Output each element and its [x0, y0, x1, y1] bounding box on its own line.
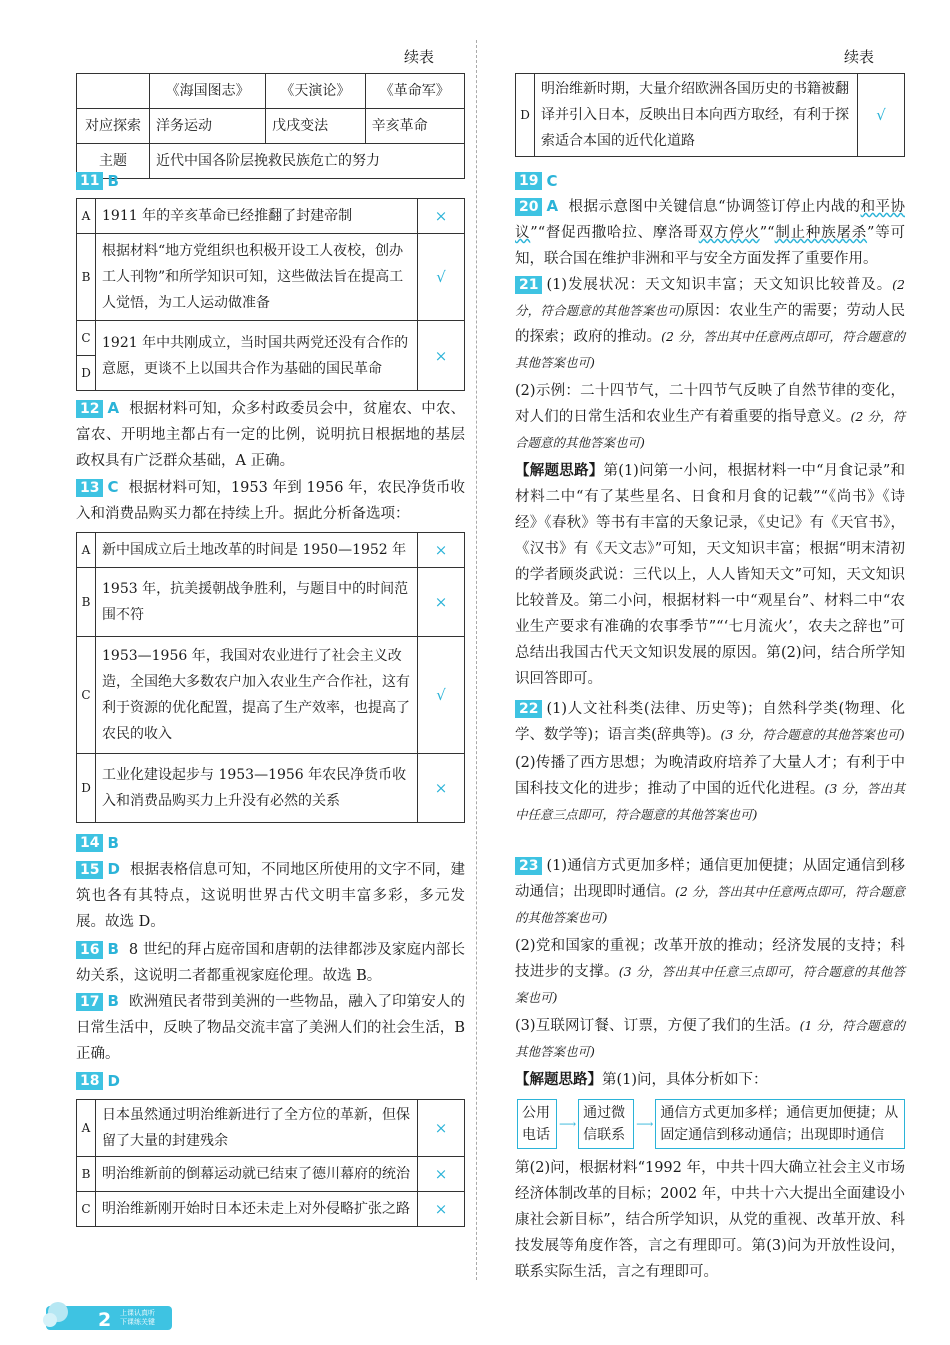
- question-22: 22 (1)人文社科类(法律、历史等)；自然科学类(物理、化学、数学等)；语言类(辞典等)。(3 分，符合题意的其他答案也可) (2)传播了西方思想；为晚清政府培养了大量人才；有利于中国科技文化的进步；推动了中国的近代化进程。(3 分，答出其中任意三点即可，符合题意的其他答案也可): [515, 701, 905, 822]
- communication-flow-diagram: [517, 1099, 905, 1149]
- solution-tip-label: 【解题思路】: [515, 1071, 602, 1088]
- table-row-label: 对应探索: [77, 109, 150, 144]
- question-18-table-continued: [515, 73, 905, 157]
- question-number: 17: [76, 993, 103, 1011]
- answer-letter: A: [107, 399, 120, 417]
- table-row: D 明治维新时期，大量介绍欧洲各国历史的书籍被翻译并引入日本，反映出日本向西方取经，有利于探索适合本国的近代化道路 √: [516, 74, 905, 157]
- check-mark: √: [858, 74, 905, 157]
- table-header-cell: 《天演论》: [266, 74, 365, 109]
- cross-mark: ×: [418, 199, 465, 234]
- cross-mark: ×: [418, 754, 465, 823]
- page-footer: [36, 1300, 176, 1334]
- question-14: [76, 830, 129, 856]
- question-number: 19: [515, 172, 542, 190]
- question-number: 11: [76, 172, 103, 190]
- flow-box: 公用电话: [517, 1099, 557, 1149]
- question-21: 21 (1)发展状况：天文知识丰富；天文知识比较普及。(2 分，符合题意的其他答案也可)原因：农业生产的需要；劳动人民的探索；政府的推动。(2 分，答出其中任意两点即可，符合题意的其他答案也可) (2)示例：二十四节气，二十四节气反映了自然节律的变化，对人们的日常生活和农业生产有着重要的指导意义。(2 分，符合题意的其他答案也可) 【解题思路】第(1)问第一小问，根据材料一中“月食记录”和材料二中“有了某些星名、日食和月食的记载”“《尚书》《诗经》《春秋》等书有丰富的天象记录，《史记》有《天官书》，《汉书》有《天文志》”可知，天文知识丰富；根据“明末清初的学者顾炎武说：三代以上，人人皆知天文”可知，天文知识比较普及。第二小问，根据材料一中“观星台”、材料二中“农业生产要求有准确的农事季节”“‘七月流火’，农夫之辞也”可总结出我国古代天文知识发展的原因。第(2)问，结合所学知识回答即可。: [515, 277, 905, 687]
- answer-letter: B: [107, 172, 119, 190]
- question-number: 18: [76, 1072, 103, 1090]
- table-row: A 新中国成立后土地改革的时间是 1950—1952 年 ×: [77, 533, 465, 568]
- table-row: B 1953 年，抗美援朝战争胜利，与题目中的时间范围不符 ×: [77, 568, 465, 637]
- cross-mark: ×: [418, 1100, 465, 1157]
- answer-letter: D: [107, 1072, 120, 1090]
- flow-box: 通过微信联系: [578, 1099, 634, 1149]
- question-11-table: [76, 198, 465, 391]
- answer-letter: B: [107, 940, 119, 958]
- question-18-table: [76, 1099, 465, 1227]
- question-13-table: [76, 532, 465, 823]
- question-number: 14: [76, 834, 103, 852]
- page-number: 2: [98, 1309, 112, 1331]
- answer-letter: C: [107, 478, 119, 496]
- footer-slogan: 上课认真听 下课练关键: [120, 1309, 155, 1326]
- answer-letter: A: [546, 197, 559, 215]
- check-mark: √: [418, 637, 465, 754]
- table-cell: 戊戌变法: [266, 109, 365, 144]
- check-mark: √: [418, 234, 465, 321]
- question-20: 20 A 根据示意图中关键信息“协调签订停止内战的和平协议”“督促西撒哈拉、摩洛哥双方停火”“制止种族屠杀”等可知，联合国在维护非洲和平与安全方面发挥了重要作用。: [515, 197, 906, 267]
- solution-tip-label: 【解题思路】: [515, 462, 604, 479]
- top-table: [76, 73, 465, 179]
- question-15: 15 D 根据表格信息可知，不同地区所使用的文字不同，建筑也各有其特点，这说明世界古代文明丰富多彩，多元发展。故选 D。: [76, 860, 465, 930]
- question-number: 13: [76, 479, 103, 497]
- question-12: 12 A 根据材料可知，众多村政委员会中，贫雇农、中农、富农、开明地主都占有一定的比例，说明抗日根据地的基层政权具有广泛群众基础，A 正确。: [76, 399, 465, 469]
- question-16: 16 B 8 世纪的拜占庭帝国和唐朝的法律都涉及家庭内部长幼关系，这说明二者都重视家庭伦理。故选 B。: [76, 940, 465, 984]
- table-row: D 工业化建设起步与 1953—1956 年农民净货币收入和消费品购买力上升没有必然的关系 ×: [77, 754, 465, 823]
- cross-mark: ×: [418, 1192, 465, 1227]
- arrow-right-icon: ⟶: [558, 1117, 577, 1131]
- table-header-cell: 《革命军》: [365, 74, 464, 109]
- continued-label-right: 续表: [844, 48, 875, 66]
- question-number: 21: [515, 276, 542, 294]
- table-cell: 洋务运动: [150, 109, 266, 144]
- question-number: 16: [76, 941, 103, 959]
- answer-letter: C: [546, 172, 558, 190]
- question-number: 15: [76, 861, 103, 879]
- table-row: B 根据材料“地方党组织也积极开设工人夜校，创办工人刊物”和所学知识可知，这些做法旨在提高工人觉悟，为工人运动做准备 √: [77, 234, 465, 321]
- table-row-label: 主题: [77, 144, 150, 179]
- question-11-header: [76, 168, 129, 194]
- answer-letter: D: [107, 860, 120, 878]
- table-cell: 近代中国各阶层挽救民族危亡的努力: [150, 144, 465, 179]
- flow-box: 通信方式更加多样；通信更加便捷；从固定通信到移动通信；出现即时通信: [655, 1099, 905, 1149]
- cross-mark: ×: [418, 568, 465, 637]
- question-17: 17 B 欧洲殖民者带到美洲的一些物品，融入了印第安人的日常生活中，反映了物品交流丰富了美洲人们的社会生活，B 正确。: [76, 992, 465, 1062]
- question-number: 23: [515, 857, 542, 875]
- arrow-right-icon: ⟶: [636, 1117, 654, 1131]
- table-row: C D 1921 年中共刚成立，当时国共两党还没有合作的意愿，更谈不上以国共合作为基础的国民革命 ×: [77, 321, 465, 391]
- table-row: C 明治维新刚开始时日本还未走上对外侵略扩张之路 ×: [77, 1192, 465, 1227]
- cross-mark: ×: [418, 1157, 465, 1192]
- cross-mark: ×: [418, 533, 465, 568]
- table-row: A 日本虽然通过明治维新进行了全方位的革新，但保留了大量的封建残余 ×: [77, 1100, 465, 1157]
- question-number: 12: [76, 400, 103, 418]
- table-row: A 1911 年的辛亥革命已经推翻了封建帝制 ×: [77, 199, 465, 234]
- answer-letter: B: [107, 834, 119, 852]
- table-header-cell: 《海国图志》: [150, 74, 266, 109]
- question-number: 22: [515, 700, 542, 718]
- continued-label-left: 续表: [404, 48, 435, 66]
- table-row: B 明治维新前的倒幕运动就已结束了德川幕府的统治 ×: [77, 1157, 465, 1192]
- cross-mark: ×: [418, 321, 465, 391]
- question-23: 23 (1)通信方式更加多样；通信更加便捷；从固定通信到移动通信；出现即时通信。(2 分，答出其中任意两点即可，符合题意的其他答案也可) (2)党和国家的重视；改革开放的推动；经济发展的支持；科技进步的支撑。(3 分，答出其中任意三点即可，符合题意的其他答案也可) (3)互联网订餐、订票，方便了我们的生活。(1 分，符合题意的其他答案也可) 【解题思路】第(1)问，具体分析如下： 公用电话 ⟶ 通过微信联系 ⟶ 通信方式更加多样；通信更加便捷；从固定通信到移动通信；出现即时通信 第(2)问，根据材料“1992 年，中共十四大确立社会主义市场经济体制改革的目标；2002 年，中共十六大提出全面建设小康社会新目标”，结合所学知识，从党的重视、改革开放、科技发展等角度作答，言之有理即可。第(3)问为开放性设问，联系实际生活，言之有理即可。: [515, 858, 905, 1280]
- question-18-header: [76, 1068, 130, 1094]
- table-row: C 1953—1956 年，我国对农业进行了社会主义改造，全国绝大多数农户加入农业生产合作社，这有利于资源的优化配置，提高了生产效率，也提高了农民的收入 √: [77, 637, 465, 754]
- table-cell: 辛亥革命: [365, 109, 464, 144]
- question-number: 20: [515, 198, 542, 216]
- question-13: 13 C 根据材料可知，1953 年到 1956 年，农民净货币收入和消费品购买力都在持续上升。据此分析备选项：: [76, 478, 465, 522]
- column-divider: [476, 40, 477, 1280]
- answer-letter: B: [107, 992, 119, 1010]
- question-19: [515, 168, 568, 194]
